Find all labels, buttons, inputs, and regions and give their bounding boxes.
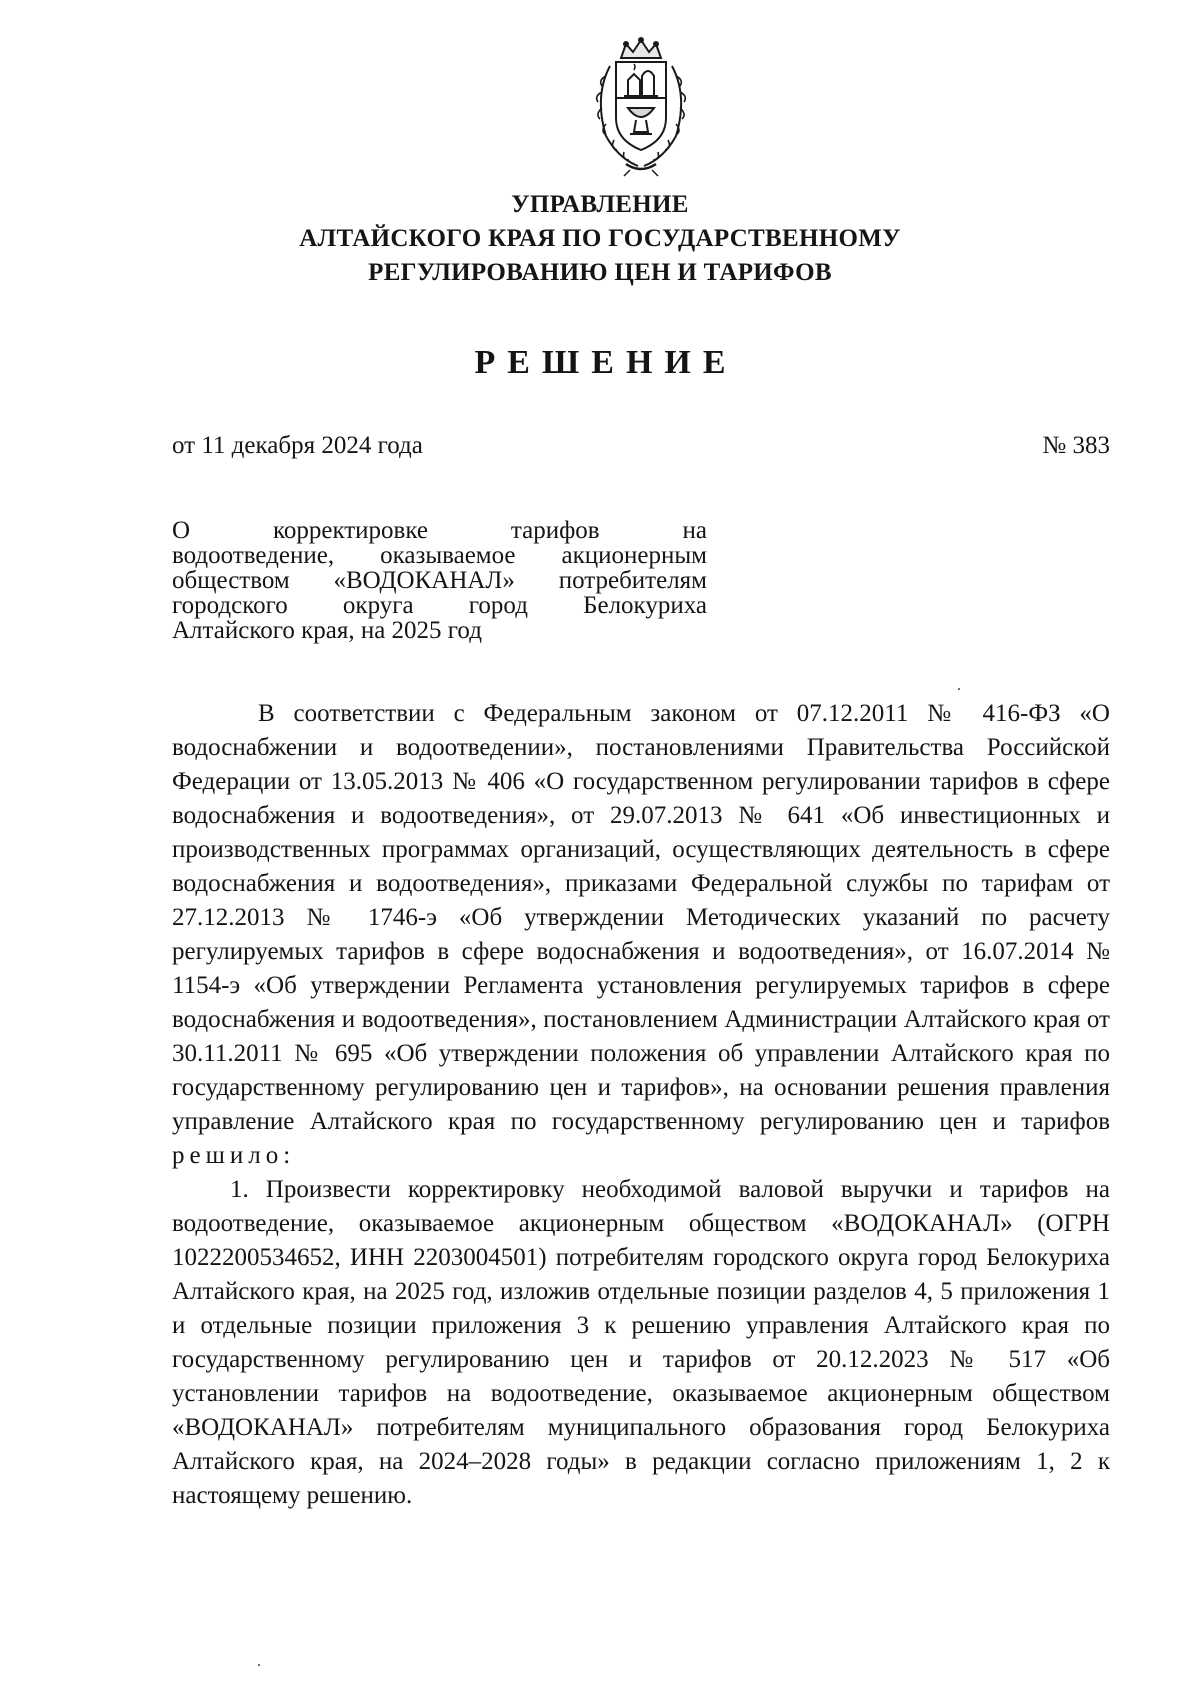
authority-line-3: РЕГУЛИРОВАНИЮ ЦЕН И ТАРИФОВ [368,259,832,286]
scan-speck [258,1664,260,1666]
scan-speck [958,688,960,690]
preamble-paragraph [172,697,1110,1173]
issuing-authority [0,188,1200,290]
subject-line: водоотведение, оказываемое акционерным [172,542,707,569]
document-body [172,697,1110,1513]
document-date: от 11 декабря 2024 года [172,432,423,459]
subject-line: Алтайского края, на 2025 год [172,617,482,644]
decision-point-1: 1. Произвести корректировку необходимой валовой выручки и тарифов на водоотведение, оказываемое акционерным обществом «ВОДОКАНАЛ» (ОГРН 1022200534652, ИНН 2203004501) потребителям городского округа город Белокуриха Алтайского края, на 2025 год, изложив отдельные позиции разделов 4, 5 приложения 1 и отдельные позиции приложения 3 к решению управления Алтайского края по государственному регулированию цен и тарифов от 20.12.2023 № 517 «Об установлении тарифов на водоотведение, оказываемое акционерным обществом «ВОДОКАНАЛ» потребителям муниципального образования город Белокуриха Алтайского края, на 2024–2028 годы» в редакции согласно приложениям 1, 2 к настоящему решению. [172,1176,1110,1509]
document-subject [172,518,707,643]
authority-line-2: АЛТАЙСКОГО КРАЯ ПО ГОСУДАРСТВЕННОМУ [299,225,901,252]
subject-line: городского округа город Белокуриха [172,592,707,619]
document-title: РЕШЕНИЕ [474,344,738,381]
altai-krai-coat-of-arms-icon [576,36,706,178]
decided-word: решило [172,1142,284,1169]
document-number: № 383 [1042,432,1110,459]
subject-line: обществом «ВОДОКАНАЛ» потребителям [172,567,707,594]
subject-line: О корректировке тарифов на [172,517,707,544]
decided-colon: : [283,1142,291,1169]
preamble-text: В соответствии с Федеральным законом от 07.12.2011 № 416-ФЗ «О водоснабжении и водоотведении», постановлениями Правительства Российской Федерации от 13.05.2013 № 406 «О государственном регулировании тарифов в сфере водоснабжения и водоотведения», от 29.07.2013 № 641 «Об инвестиционных и производственных программах организаций, осуществляющих деятельность в сфере водоснабжения и водоотведения», приказами Федеральной службы по тарифам от 27.12.2013 № 1746-э «Об утверждении Методических указаний по расчету регулируемых тарифов в сфере водоснабжения и водоотведения», от 16.07.2014 № 1154-э «Об утверждении Регламента установления регулируемых тарифов в сфере водоснабжения и водоотведения», постановлением Администрации Алтайского края от 30.11.2011 № 695 «Об утверждении положения об управлении Алтайского края по государственному регулированию цен и тарифов», на основании решения правления управление Алтайского края по государственному регулированию цен и тарифов [172,700,1110,1135]
authority-line-1: УПРАВЛЕНИЕ [511,191,689,218]
